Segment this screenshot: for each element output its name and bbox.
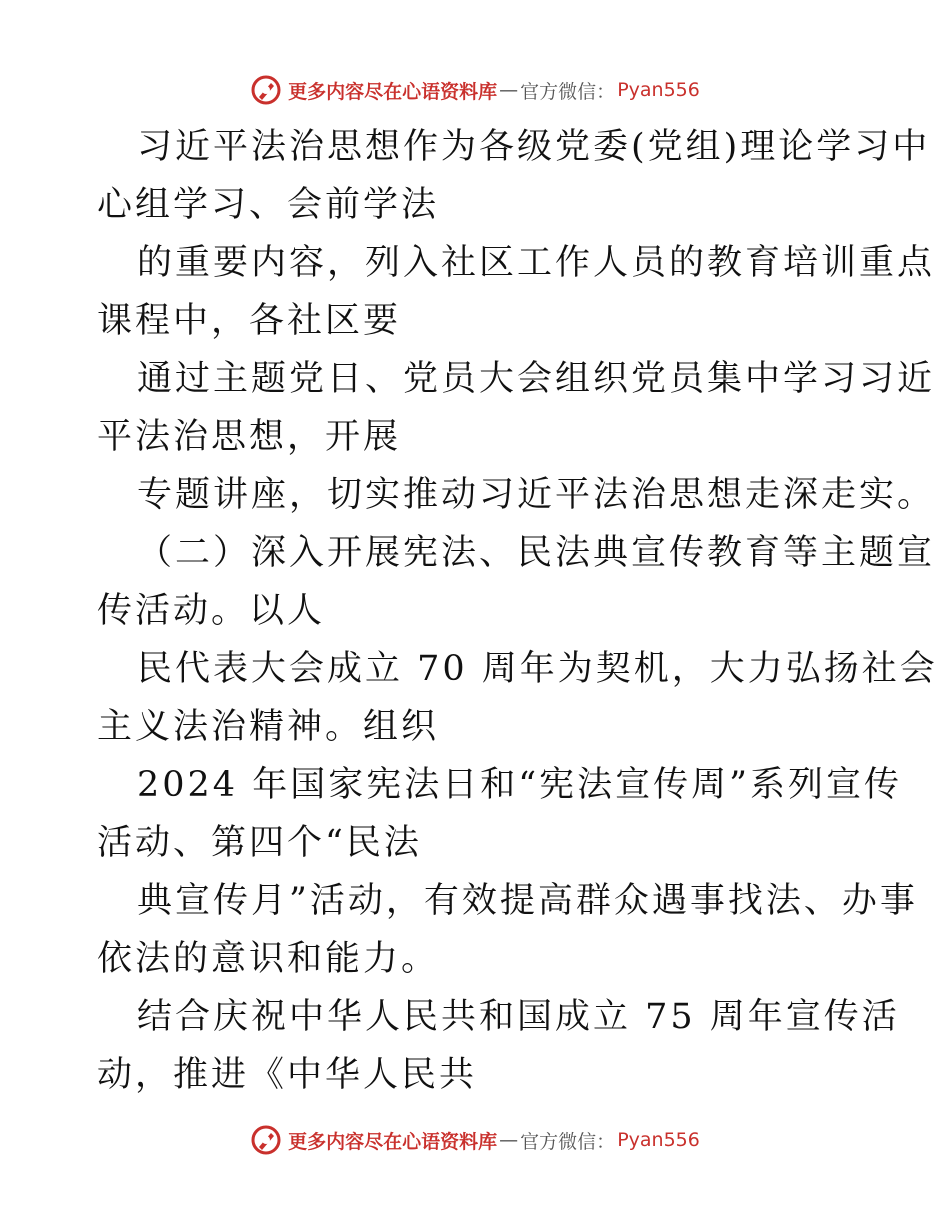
text-line: 民代表大会成立 70 周年为契机，大力弘扬社会 <box>137 649 938 689</box>
watermark-official-label: 官方微信： <box>520 80 616 103</box>
text-line: 典宣传月”活动，有效提高群众遇事找法、办事 <box>137 881 918 921</box>
text-line: 依法的意识和能力。 <box>97 939 440 979</box>
text-line: 活动、第四个“民法 <box>97 823 422 863</box>
text-line: 课程中，各社区要 <box>97 301 402 341</box>
watermark-official-label: 官方微信： <box>520 1130 616 1153</box>
text-line: 结合庆祝中华人民共和国成立 75 周年宣传活 <box>137 997 900 1037</box>
footer-watermark <box>0 1120 950 1160</box>
watermark-main-text: 更多内容尽在心语资料库 <box>288 80 498 103</box>
pen-seal-logo-icon <box>250 74 282 106</box>
text-line: 主义法治精神。组织 <box>97 707 440 747</box>
text-line: 2024 年国家宪法日和“宪法宣传周”系列宣传 <box>137 765 902 805</box>
watermark-dash: — <box>499 1129 519 1151</box>
text-line: 通过主题党日、党员大会组织党员集中学习习近 <box>137 359 936 399</box>
text-line: 心组学习、会前学法 <box>97 185 440 225</box>
watermark-dash: — <box>499 79 519 101</box>
text-line: 习近平法治思想作为各级党委(党组)理论学习中 <box>137 127 931 167</box>
text-line: 动，推进《中华人民共 <box>97 1055 478 1095</box>
watermark-wechat-id: Pyan556 <box>617 79 700 101</box>
header-watermark <box>0 70 950 110</box>
text-line: 专题讲座，切实推动习近平法治思想走深走实。 <box>137 475 936 515</box>
text-line: （二）深入开展宪法、民法典宣传教育等主题宣 <box>137 533 936 573</box>
document-body <box>97 118 938 1104</box>
watermark-main-text: 更多内容尽在心语资料库 <box>288 1130 498 1153</box>
watermark-wechat-id: Pyan556 <box>617 1129 700 1151</box>
text-line: 平法治思想，开展 <box>97 417 402 457</box>
text-line: 传活动。以人 <box>97 591 326 631</box>
text-line: 的重要内容，列入社区工作人员的教育培训重点 <box>137 243 936 283</box>
pen-seal-logo-icon <box>250 1124 282 1156</box>
